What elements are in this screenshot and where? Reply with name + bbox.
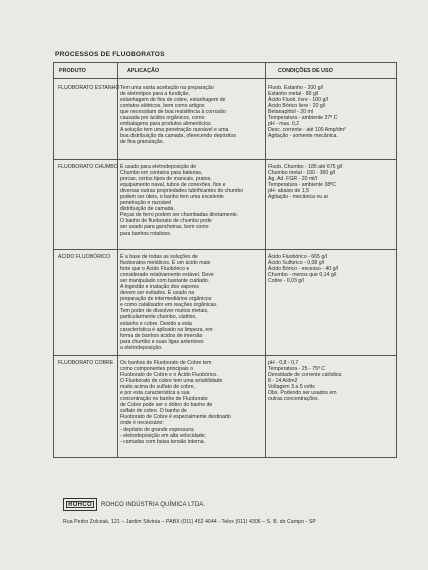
row-product: FLUOBORATO CHUMBO: [58, 164, 118, 170]
row-conditions: pH - 0,8 - 0,7 Temperatura - 25 - 75º C Densidade de corrente catódica 8 - 14 A/dm2 Voltagem 3 a 5 volts Obs. Podendo ser usados em outras concentrações.: [268, 360, 342, 403]
company-name: ROHCO INDÚSTRIA QUÍMICA LTDA.: [101, 502, 206, 508]
row-application: Os banhos de Fluoborato de Cobre tem como componentes principais o Fluoborato de Cobre e o Ácido Fluobórico. O Fluoborato de cobre tem uma solubilidade muito acima do sulfato de cobre, e por esta característica a sua concentração no banho de Fluoborato de Cobre pode ser o dobro do banho de sulfato de cobre. O banho de Fluoborato de Cobre é especialmente destinado onde é necessário: - depósito de grande espessura; - eletrodeposição em alta velocidade; - camadas com baixa tensão interna.: [120, 360, 231, 445]
company-address: Rua Pedro Zolcsak, 121 – Jardim Silvinia – PABX (011) 452 4044 - Telex (011) 4306 – S. B. do Campo - SP: [63, 519, 316, 525]
page-title: PROCESSOS DE FLUOBORATOS: [55, 51, 165, 58]
row-divider: [54, 159, 396, 160]
row-conditions: Fluob. Chumbo - 185 até 675 g/l Chumbo metal - 100 - 360 g/l Ag. Ad. FGR - 20 ml/l Temperatura - ambiente 38ºC pH- abaixo de 1,5 Agitação - mecânica ou ar: [268, 164, 343, 201]
header-divider: [54, 78, 396, 79]
row-product: FLUOBORATO COBRE: [58, 360, 114, 366]
column-header-condicoes: CONDIÇÕES DE USO: [278, 68, 333, 74]
row-conditions: Ácido Fluobórico - 665 g/l Ácido Sulfúrico - 0,08 g/l Ácido Bórico - excesso - 40 g/l Chumbo - menos que 0,14 g/l Cobre - 0,03 g/l: [268, 254, 339, 285]
column-divider: [265, 63, 266, 457]
column-header-aplicacao: APLICAÇÃO: [127, 68, 160, 74]
logo-text: ROHCO: [68, 501, 92, 508]
row-divider: [54, 355, 396, 356]
column-divider: [117, 63, 118, 457]
row-application: É usado para eletrodeposição de Chumbo em contatos para baterias, porcas, certos tipos de mancais, pratos, equipamento naval, tubos de conexões, fios e diversas outras propriedades lubrificantes do chumbo podem ser úteis, o banho tem uma excelente penetração e razoável distribuição de camada. Peças de ferro podem ser chumbadas diretamente. O banho de fluoborato de chumbo pode ser usado para gancheiras, bem como para banhos rotativos.: [120, 164, 244, 237]
row-product: ÁCIDO FLUOBÓRICO: [58, 254, 111, 260]
row-product: FLUOBORATO ESTANHO: [58, 85, 120, 91]
row-conditions: Fluob. Estanho - 200 g/l Estanho metal - 80 g/l Ácido Fluob. livre - 100 g/l Ácido Bórico livre - 20 g/l Betanaphtol - 20 ml Temperatura - ambiente 37º C pH - max. 0,2 Desc. corrente - até 100 Amp/dm² Agitação - somente mecânica.: [268, 85, 346, 140]
column-header-produto: PRODUTO: [59, 68, 86, 74]
row-divider: [54, 249, 396, 250]
processes-table: [53, 62, 397, 458]
row-application: É a base de todas as soluções de fluoboratos metálicos. É um ácido mais forte que o Ácido Fluobórico e considerado relativamente estável. Deve ser manipulado com bastante cuidado. A ingestão e inalação dos vapores devem ser evitados. É usado na preparação de intermediários orgânicos e como catalisador em reações orgânicas. Tem poder de dissolver muitos metais, particularmente chumbo, cádmio, estanho e cobre. Devido a esta característica é aplicado na limpeza, em forma de banhos ácidos de imersão para chumbo e suas ligas anteriores a eletrodeposição.: [120, 254, 218, 351]
row-application: Tem uma vasta aceitação na preparação de eletrotipos para a fundição, estanhagem de fios de cobre, estanhagem de contatos elétricos, bem como artigos que necessitam de boa resistência à corrosão causada por ácidos orgânicos, como embalagens para produtos alimentícios. A solução tem uma penetração razoável e uma boa distribuição da camada, oferecendo depósitos de fina granulação.: [120, 85, 236, 146]
rohco-logo: [63, 498, 97, 511]
